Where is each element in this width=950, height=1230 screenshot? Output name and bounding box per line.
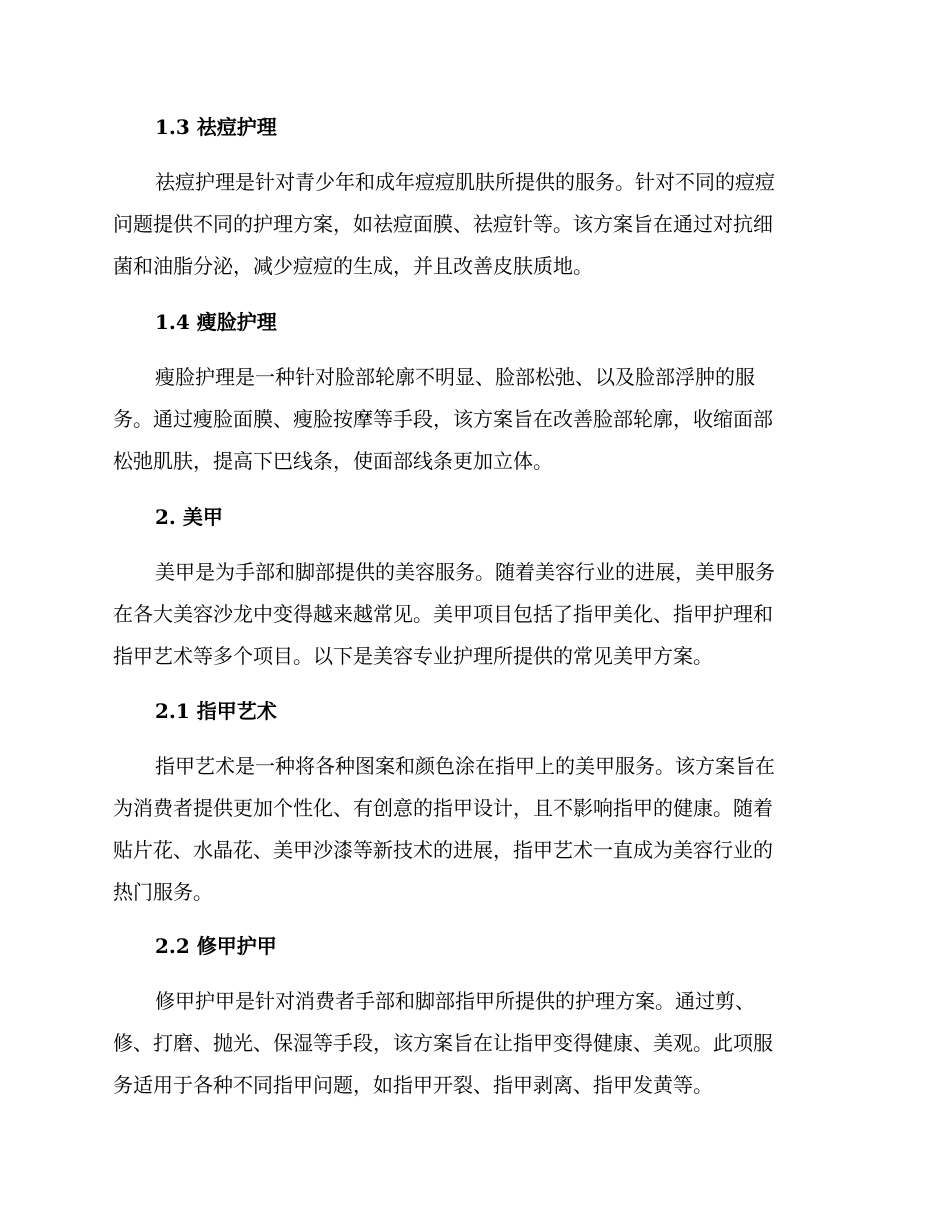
paragraph-line: 松弛肌肤，提高下巴线条，使面部线条更加立体。 xyxy=(113,449,553,473)
paragraph-line: 祛痘护理是针对青少年和成年痘痘肌肤所提供的服务。针对不同的痘痘 xyxy=(155,170,775,194)
section-paragraph-acne-care xyxy=(113,161,833,287)
section-heading-nail-care: 2.2 修甲护甲 xyxy=(155,934,277,958)
section-heading-face-slimming: 1.4 瘦脸护理 xyxy=(155,310,277,334)
paragraph-line: 修甲护甲是针对消费者手部和脚部指甲所提供的护理方案。通过剪、 xyxy=(155,989,755,1013)
paragraph-line: 在各大美容沙龙中变得越来越常见。美甲项目包括了指甲美化、指甲护理和 xyxy=(113,602,773,626)
paragraph-line: 热门服务。 xyxy=(113,880,213,904)
section-heading-nail-art: 2.1 指甲艺术 xyxy=(155,699,277,723)
paragraph-line: 指甲艺术等多个项目。以下是美容专业护理所提供的常见美甲方案。 xyxy=(113,644,713,668)
paragraph-line: 瘦脸护理是一种针对脸部轮廓不明显、脸部松弛、以及脸部浮肿的服 xyxy=(155,365,755,389)
paragraph-line: 务。通过瘦脸面膜、瘦脸按摩等手段，该方案旨在改善脸部轮廓，收缩面部 xyxy=(113,407,773,431)
paragraph-line: 指甲艺术是一种将各种图案和颜色涂在指甲上的美甲服务。该方案旨在 xyxy=(155,754,775,778)
paragraph-line: 务适用于各种不同指甲问题，如指甲开裂、指甲剥离、指甲发黄等。 xyxy=(113,1073,713,1097)
paragraph-line: 为消费者提供更加个性化、有创意的指甲设计，且不影响指甲的健康。随着 xyxy=(113,796,773,820)
section-paragraph-nail-art xyxy=(113,745,833,913)
section-paragraph-face-slimming xyxy=(113,356,833,482)
paragraph-line: 美甲是为手部和脚部提供的美容服务。随着美容行业的进展，美甲服务 xyxy=(155,560,775,584)
section-paragraph-nail-care xyxy=(113,980,833,1106)
paragraph-line: 贴片花、水晶花、美甲沙漆等新技术的进展，指甲艺术一直成为美容行业的 xyxy=(113,838,773,862)
paragraph-line: 修、打磨、抛光、保湿等手段，该方案旨在让指甲变得健康、美观。此项服 xyxy=(113,1031,773,1055)
paragraph-line: 问题提供不同的护理方案，如祛痘面膜、祛痘针等。该方案旨在通过对抗细 xyxy=(113,212,773,236)
section-paragraph-manicure xyxy=(113,551,833,677)
section-heading-acne-care: 1.3 祛痘护理 xyxy=(155,115,277,139)
section-heading-manicure: 2. 美甲 xyxy=(155,505,223,529)
paragraph-line: 菌和油脂分泌，减少痘痘的生成，并且改善皮肤质地。 xyxy=(113,254,593,278)
